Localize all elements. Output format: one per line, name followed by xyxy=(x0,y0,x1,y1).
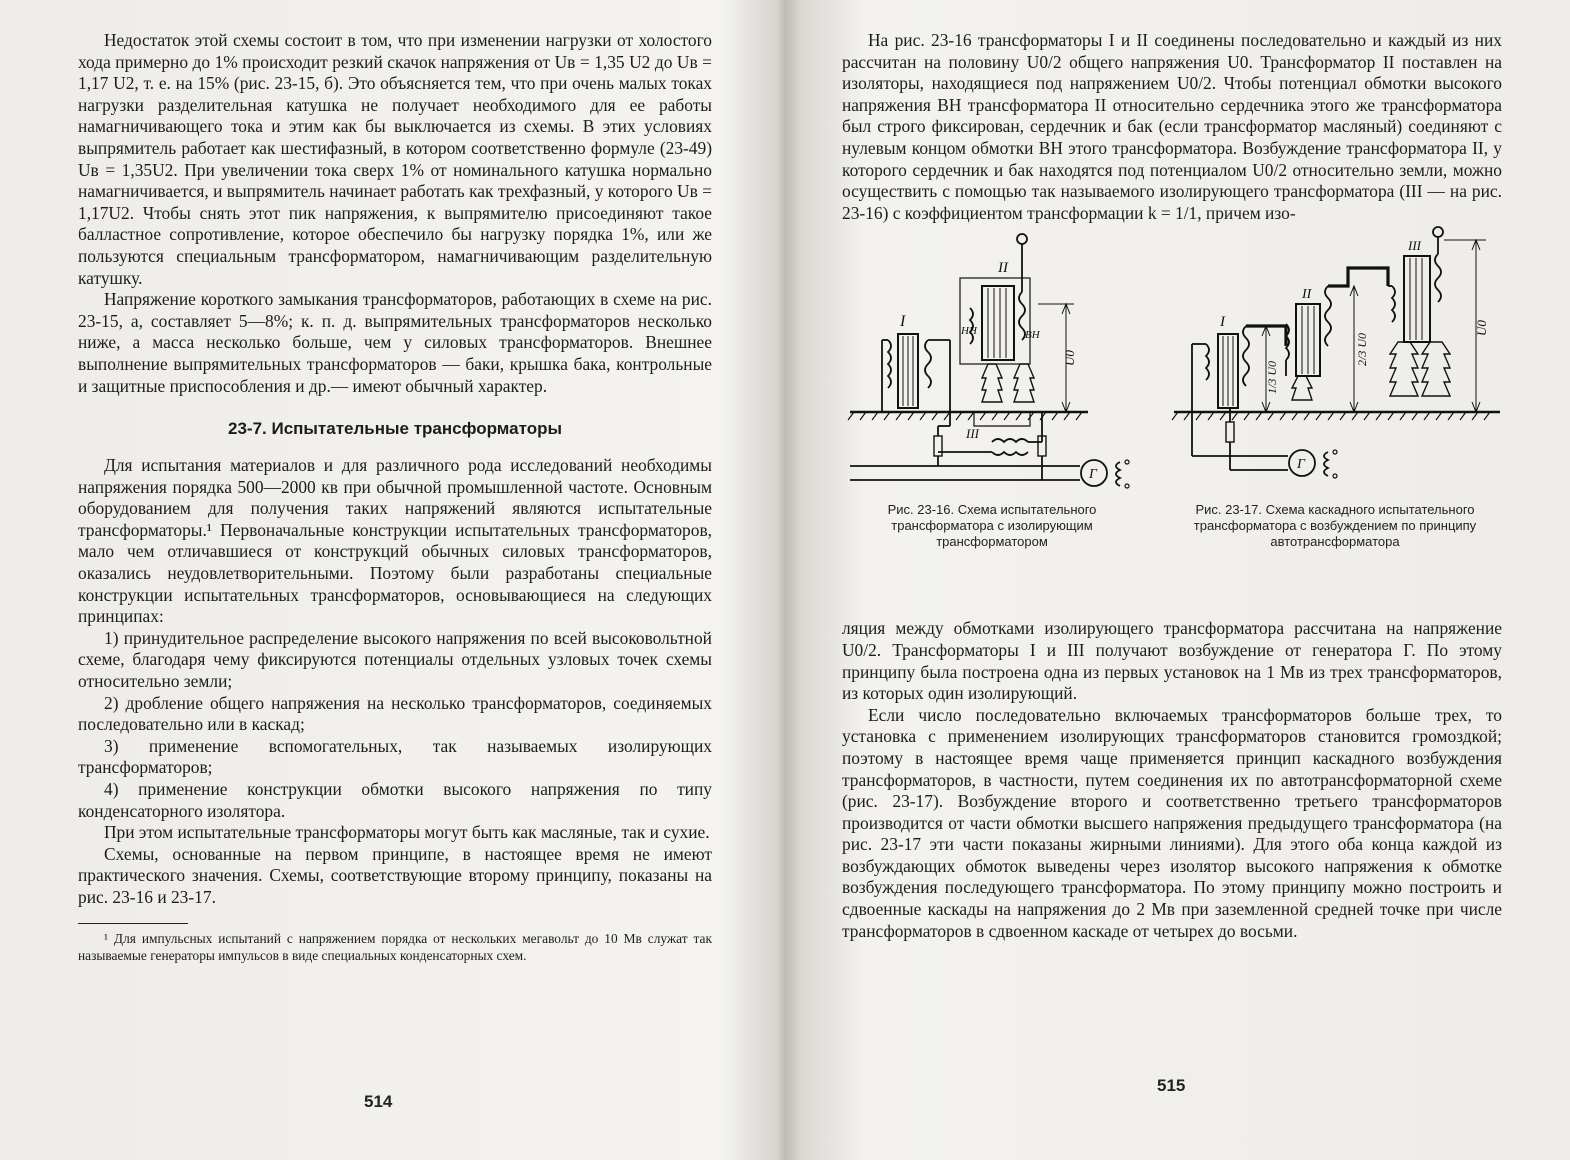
figure-23-16 xyxy=(842,226,1142,550)
label-generator: Г xyxy=(1297,457,1305,473)
list-item: 1) принудительное распределение высокого напряжения по всей высоковольтной схеме, благодаря чему фиксируются потенциалы отдельных узловых точек схемы относительно земли; xyxy=(78,627,712,692)
label-transformer-2: II xyxy=(998,260,1008,277)
schematic-23-17 xyxy=(1168,226,1502,496)
paragraph: Для испытания материалов и для различного рода исследований необходимы напряжения порядка 500—2000 кв при обычной промышленной частоте. Основным оборудованием для получения таких напряжений являются испытательные трансформаторы.¹ Первоначальные конструкции испытательных трансформаторов, мало чем отличавшиеся от конструкций обычных силовых трансформаторов, оказались неудовлетворительными. Поэтому были разработаны специальные конструкции испытательных трансформаторов, основывающиеся на следующих принципах: xyxy=(78,455,712,627)
paragraph: Недостаток этой схемы состоит в том, что при изменении нагрузки от холостого хода примерно до 1% происходит резкий скачок напряжения от Uв = 1,35 U2 до Uв = 1,17 U2, т. е. на 15% (рис. 23-15, б). Это объясняется тем, что при очень малых токах нагрузки разделительная катушка не получает необходимого для ее работы намагничивающего тока и этим как бы выключается из схемы. В этих условиях выпрямитель работает как шестифазный, в котором соответственно формуле (23-49) Uв = 1,35U2. При увеличении тока сверх 1% от номинального катушка нормально намагничивается, и выпрямитель начинает работать как трехфазный, у которого Uв = 1,17U2. Чтобы снять этот пик напряжения, к выпрямителю присоединяют такое балластное сопротивление, которое обеспечило бы нагрузку порядка 1%, или же пользуются специальным трансформатором, намагничивающим разделительную катушку. xyxy=(78,30,712,288)
figure-23-17 xyxy=(1168,226,1502,550)
paragraph: На рис. 23-16 трансформаторы I и II соединены последовательно и каждый из них рассчитан на половину U0/2 общего напряжения U0. Трансформатор II поставлен на изоляторы, находящиеся под напряжением U0/2. Чтобы потенциал обмотки высокого напряжения ВН трансформатора II относительно сердечника этого же трансформатора был строго фиксирован, сердечник и бак (если трансформатор масляный) соединяют с нулевым концом обмотки ВН этого трансформатора. Возбуждение трансформатора II, у которого сердечник и бак находятся под потенциалом U0/2 относительно земли, можно осуществить с помощью так называемого изолирующего трансформатора (III — на рис. 23-16) с коэффициентом трансформации k = 1/1, причем изо- xyxy=(842,30,1502,223)
list-item: 4) применение конструкции обмотки высокого напряжения по типу конденсаторного изолятора. xyxy=(78,779,712,821)
label-generator: Г xyxy=(1089,467,1097,483)
paragraph: При этом испытательные трансформаторы могут быть как масляные, так и сухие. xyxy=(104,822,710,843)
label-transformer-2: II xyxy=(1302,287,1312,303)
paragraph: Напряжение короткого замыкания трансформаторов, работающих в схеме на рис. 23-15, а, составляет 5—8%; к. п. д. выпрямительных трансформаторов несколько ниже, а масса несколько больше, чем у силовых трансформаторов. Внешнее выполнение выпрямительных трансформаторов — баки, крышка бака, контрольные и защитные приспособления и др.— имеют обычный характер. xyxy=(78,289,712,396)
figure-caption: Рис. 23-17. Схема каскадного испытательного трансформатора с возбуждением по принципу автотрансформатора xyxy=(1193,502,1477,550)
label-high-voltage: ВН xyxy=(1025,329,1040,342)
left-page xyxy=(78,30,712,964)
paragraph: ляция между обмотками изолирующего трансформатора рассчитана на напряжение U0/2. Трансформаторы I и III получают возбуждение от генератора Г. По этому принципу была построена одна из первых установок на 1 Мв из трех трансформаторов, из которых один изолирующий. xyxy=(842,618,1502,704)
label-u0: U0 xyxy=(1474,320,1489,337)
label-transformer-3: III xyxy=(1408,238,1421,254)
footnote-divider xyxy=(78,923,188,924)
list-item: 2) дробление общего напряжения на несколько трансформаторов, соединяемых последовательно или в каскад; xyxy=(78,692,712,735)
paragraph: Если число последовательно включаемых трансформаторов больше трех, то установка с применением изолирующих трансформаторов становится громоздкой; поэтому в настоящее время чаще применяется принцип каскадного возбуждения трансформаторов, в частности, путем соединения их по автотрансформаторной схеме (рис. 23-17). Возбуждение второго и соответственно третьего трансформаторов производится от части обмотки высшего напряжения предыдущего трансформатора (на рис. 23-17 эти части показаны жирными линиями). Для этого оба конца каждой из возбуждающих обмоток выведены через изолятор высокого напряжения к обмотке возбуждения последующего трансформатора. По этому принципу можно построить и сдвоенные каскады на напряжения до 2 Мв при заземленной средней точке при числе трансформаторов в сдвоенном каскаде от четырех до восьми. xyxy=(842,704,1502,941)
label-transformer-1: I xyxy=(900,313,906,331)
label-transformer-3: III xyxy=(966,426,979,442)
schematic-23-16 xyxy=(842,226,1142,496)
figures-row xyxy=(842,226,1502,618)
page-number-left: 514 xyxy=(364,1092,393,1111)
label-two-thirds-u0: 2/3 U0 xyxy=(1355,333,1369,367)
footnote: ¹ Для импульсных испытаний с напряжением порядка от нескольких мегавольт до 10 Мв служат так называемые генераторы импульсов в виде специальных конденсаторных схем. xyxy=(78,930,712,963)
list-item: 3) применение вспомогательных, так называемых изолирующих трансформаторов; xyxy=(78,735,712,778)
label-low-voltage: НН xyxy=(961,325,977,338)
page-number-right: 515 xyxy=(1157,1076,1186,1095)
figure-caption: Рис. 23-16. Схема испытательного трансформатора с изолирующим трансформатором xyxy=(887,502,1097,550)
right-page xyxy=(842,30,1502,942)
label-transformer-1: I xyxy=(1220,314,1225,331)
label-u0: U0 xyxy=(1062,350,1077,367)
label-third-u0: 1/3 U0 xyxy=(1265,361,1279,395)
section-heading: 23-7. Испытательные трансформаторы xyxy=(228,419,562,439)
paragraph: Схемы, основанные на первом принципе, в настоящее время не имеют практического значения. Схемы, соответствующие второму принципу, показаны на рис. 23-16 и 23-17. xyxy=(78,843,712,907)
